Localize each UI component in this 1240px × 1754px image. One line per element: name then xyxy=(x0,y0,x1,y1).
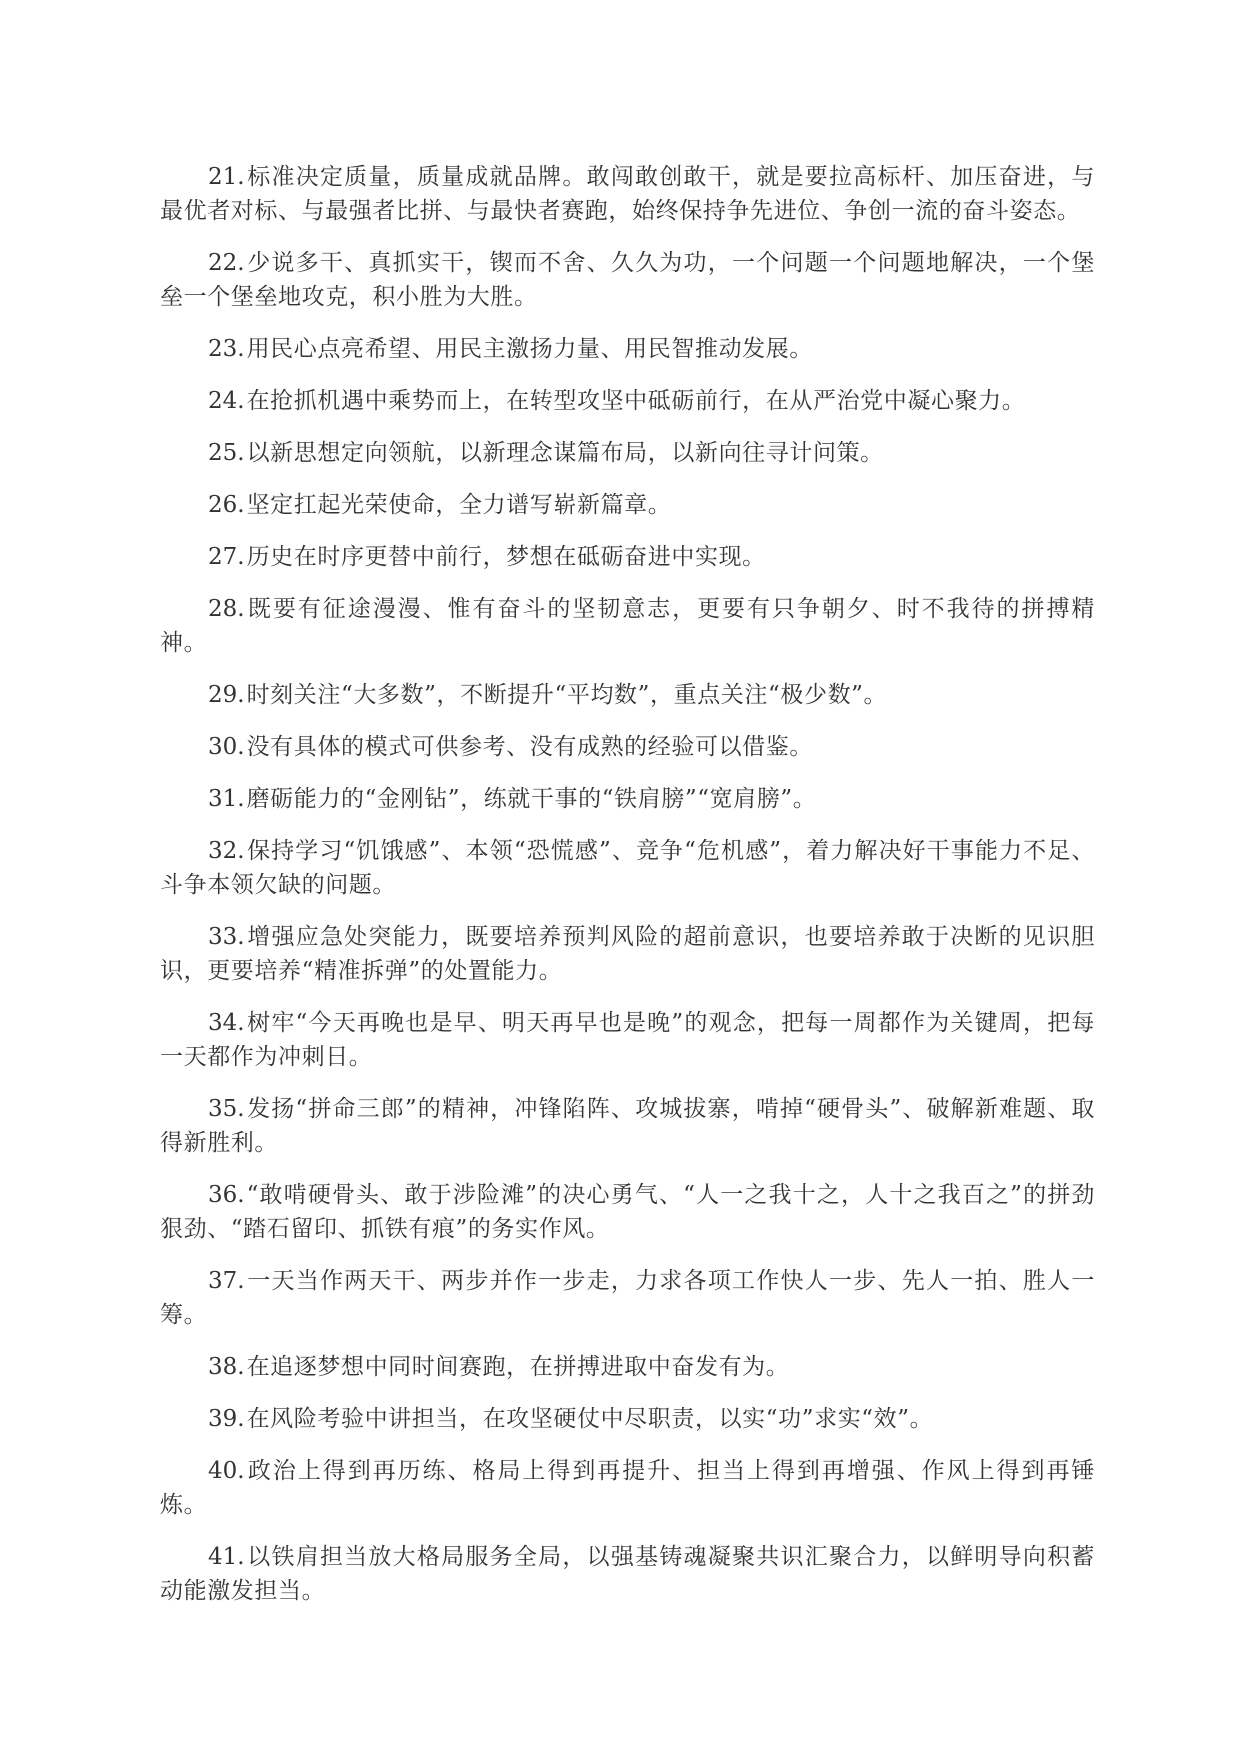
item-text: 发扬“拼命三郎”的精神，冲锋陷阵、攻城拔寨，啃掉“硬骨头”、破解新难题、取得新胜利。 xyxy=(160,1096,1095,1156)
item-number: 39. xyxy=(208,1406,245,1432)
list-item xyxy=(160,1264,1095,1332)
item-number: 22. xyxy=(208,250,245,276)
list-item xyxy=(160,1540,1095,1608)
item-text: 在抢抓机遇中乘势而上，在转型攻坚中砥砺前行，在从严治党中凝心聚力。 xyxy=(246,388,1026,414)
item-number: 24. xyxy=(208,388,245,414)
list-item xyxy=(160,1402,1095,1436)
item-text: 磨砺能力的“金刚钻”，练就干事的“铁肩膀”“宽肩膀”。 xyxy=(246,786,817,812)
list-item xyxy=(160,1350,1095,1384)
item-number: 34. xyxy=(208,1010,245,1036)
item-number: 32. xyxy=(208,838,245,864)
list-item xyxy=(160,488,1095,522)
item-number: 30. xyxy=(208,734,245,760)
list-item xyxy=(160,246,1095,314)
item-number: 29. xyxy=(208,682,245,708)
list-item xyxy=(160,384,1095,418)
list-item xyxy=(160,332,1095,366)
list-item xyxy=(160,1178,1095,1246)
item-text: 增强应急处突能力，既要培养预判风险的超前意识，也要培养敢于决断的见识胆识，更要培养“精准拆弹”的处置能力。 xyxy=(160,924,1095,984)
item-number: 36. xyxy=(208,1182,245,1208)
item-number: 31. xyxy=(208,786,245,812)
item-text: “敢啃硬骨头、敢于涉险滩”的决心勇气、“人一之我十之，人十之我百之”的拼劲狠劲、“踏石留印、抓铁有痕”的务实作风。 xyxy=(160,1182,1095,1242)
item-text: 标准决定质量，质量成就品牌。敢闯敢创敢干，就是要拉高标杆、加压奋进，与最优者对标、与最强者比拼、与最快者赛跑，始终保持争先进位、争创一流的奋斗姿态。 xyxy=(160,164,1095,224)
item-text: 在风险考验中讲担当，在攻坚硬仗中尽职责，以实“功”求实“效”。 xyxy=(246,1406,934,1432)
list-item xyxy=(160,1454,1095,1522)
item-number: 28. xyxy=(208,596,245,622)
item-text: 树牢“今天再晚也是早、明天再早也是晚”的观念，把每一周都作为关键周，把每一天都作为冲刺日。 xyxy=(160,1010,1095,1070)
item-text: 政治上得到再历练、格局上得到再提升、担当上得到再增强、作风上得到再锤炼。 xyxy=(160,1458,1095,1518)
item-text: 以新思想定向领航，以新理念谋篇布局，以新向往寻计问策。 xyxy=(246,440,884,466)
item-number: 35. xyxy=(208,1096,245,1122)
item-text: 没有具体的模式可供参考、没有成熟的经验可以借鉴。 xyxy=(246,734,813,760)
item-text: 一天当作两天干、两步并作一步走，力求各项工作快人一步、先人一拍、胜人一筹。 xyxy=(160,1268,1095,1328)
list-item xyxy=(160,782,1095,816)
list-item xyxy=(160,160,1095,228)
item-number: 41. xyxy=(208,1544,245,1570)
document-body xyxy=(160,160,1095,1626)
item-number: 33. xyxy=(208,924,245,950)
item-number: 27. xyxy=(208,544,245,570)
item-text: 坚定扛起光荣使命，全力谱写崭新篇章。 xyxy=(246,492,672,518)
item-text: 时刻关注“大多数”，不断提升“平均数”，重点关注“极少数”。 xyxy=(246,682,888,708)
item-number: 40. xyxy=(208,1458,245,1484)
item-number: 23. xyxy=(208,336,245,362)
list-item xyxy=(160,436,1095,470)
list-item xyxy=(160,1006,1095,1074)
list-item xyxy=(160,834,1095,902)
item-text: 历史在时序更替中前行，梦想在砥砺奋进中实现。 xyxy=(246,544,766,570)
list-item xyxy=(160,730,1095,764)
item-number: 26. xyxy=(208,492,245,518)
item-text: 既要有征途漫漫、惟有奋斗的坚韧意志，更要有只争朝夕、时不我待的拼搏精神。 xyxy=(160,596,1095,656)
list-item xyxy=(160,540,1095,574)
item-text: 用民心点亮希望、用民主激扬力量、用民智推动发展。 xyxy=(246,336,813,362)
list-item xyxy=(160,1092,1095,1160)
item-number: 37. xyxy=(208,1268,245,1294)
item-text: 以铁肩担当放大格局服务全局，以强基铸魂凝聚共识汇聚合力，以鲜明导向积蓄动能激发担当。 xyxy=(160,1544,1095,1604)
item-number: 25. xyxy=(208,440,245,466)
list-item xyxy=(160,678,1095,712)
list-item xyxy=(160,920,1095,988)
list-item xyxy=(160,592,1095,660)
item-text: 保持学习“饥饿感”、本领“恐慌感”、竞争“危机感”，着力解决好干事能力不足、斗争本领欠缺的问题。 xyxy=(160,838,1095,898)
item-number: 21. xyxy=(208,164,245,190)
item-text: 少说多干、真抓实干，锲而不舍、久久为功，一个问题一个问题地解决，一个堡垒一个堡垒地攻克，积小胜为大胜。 xyxy=(160,250,1095,310)
item-number: 38. xyxy=(208,1354,245,1380)
item-text: 在追逐梦想中同时间赛跑，在拼搏进取中奋发有为。 xyxy=(246,1354,790,1380)
